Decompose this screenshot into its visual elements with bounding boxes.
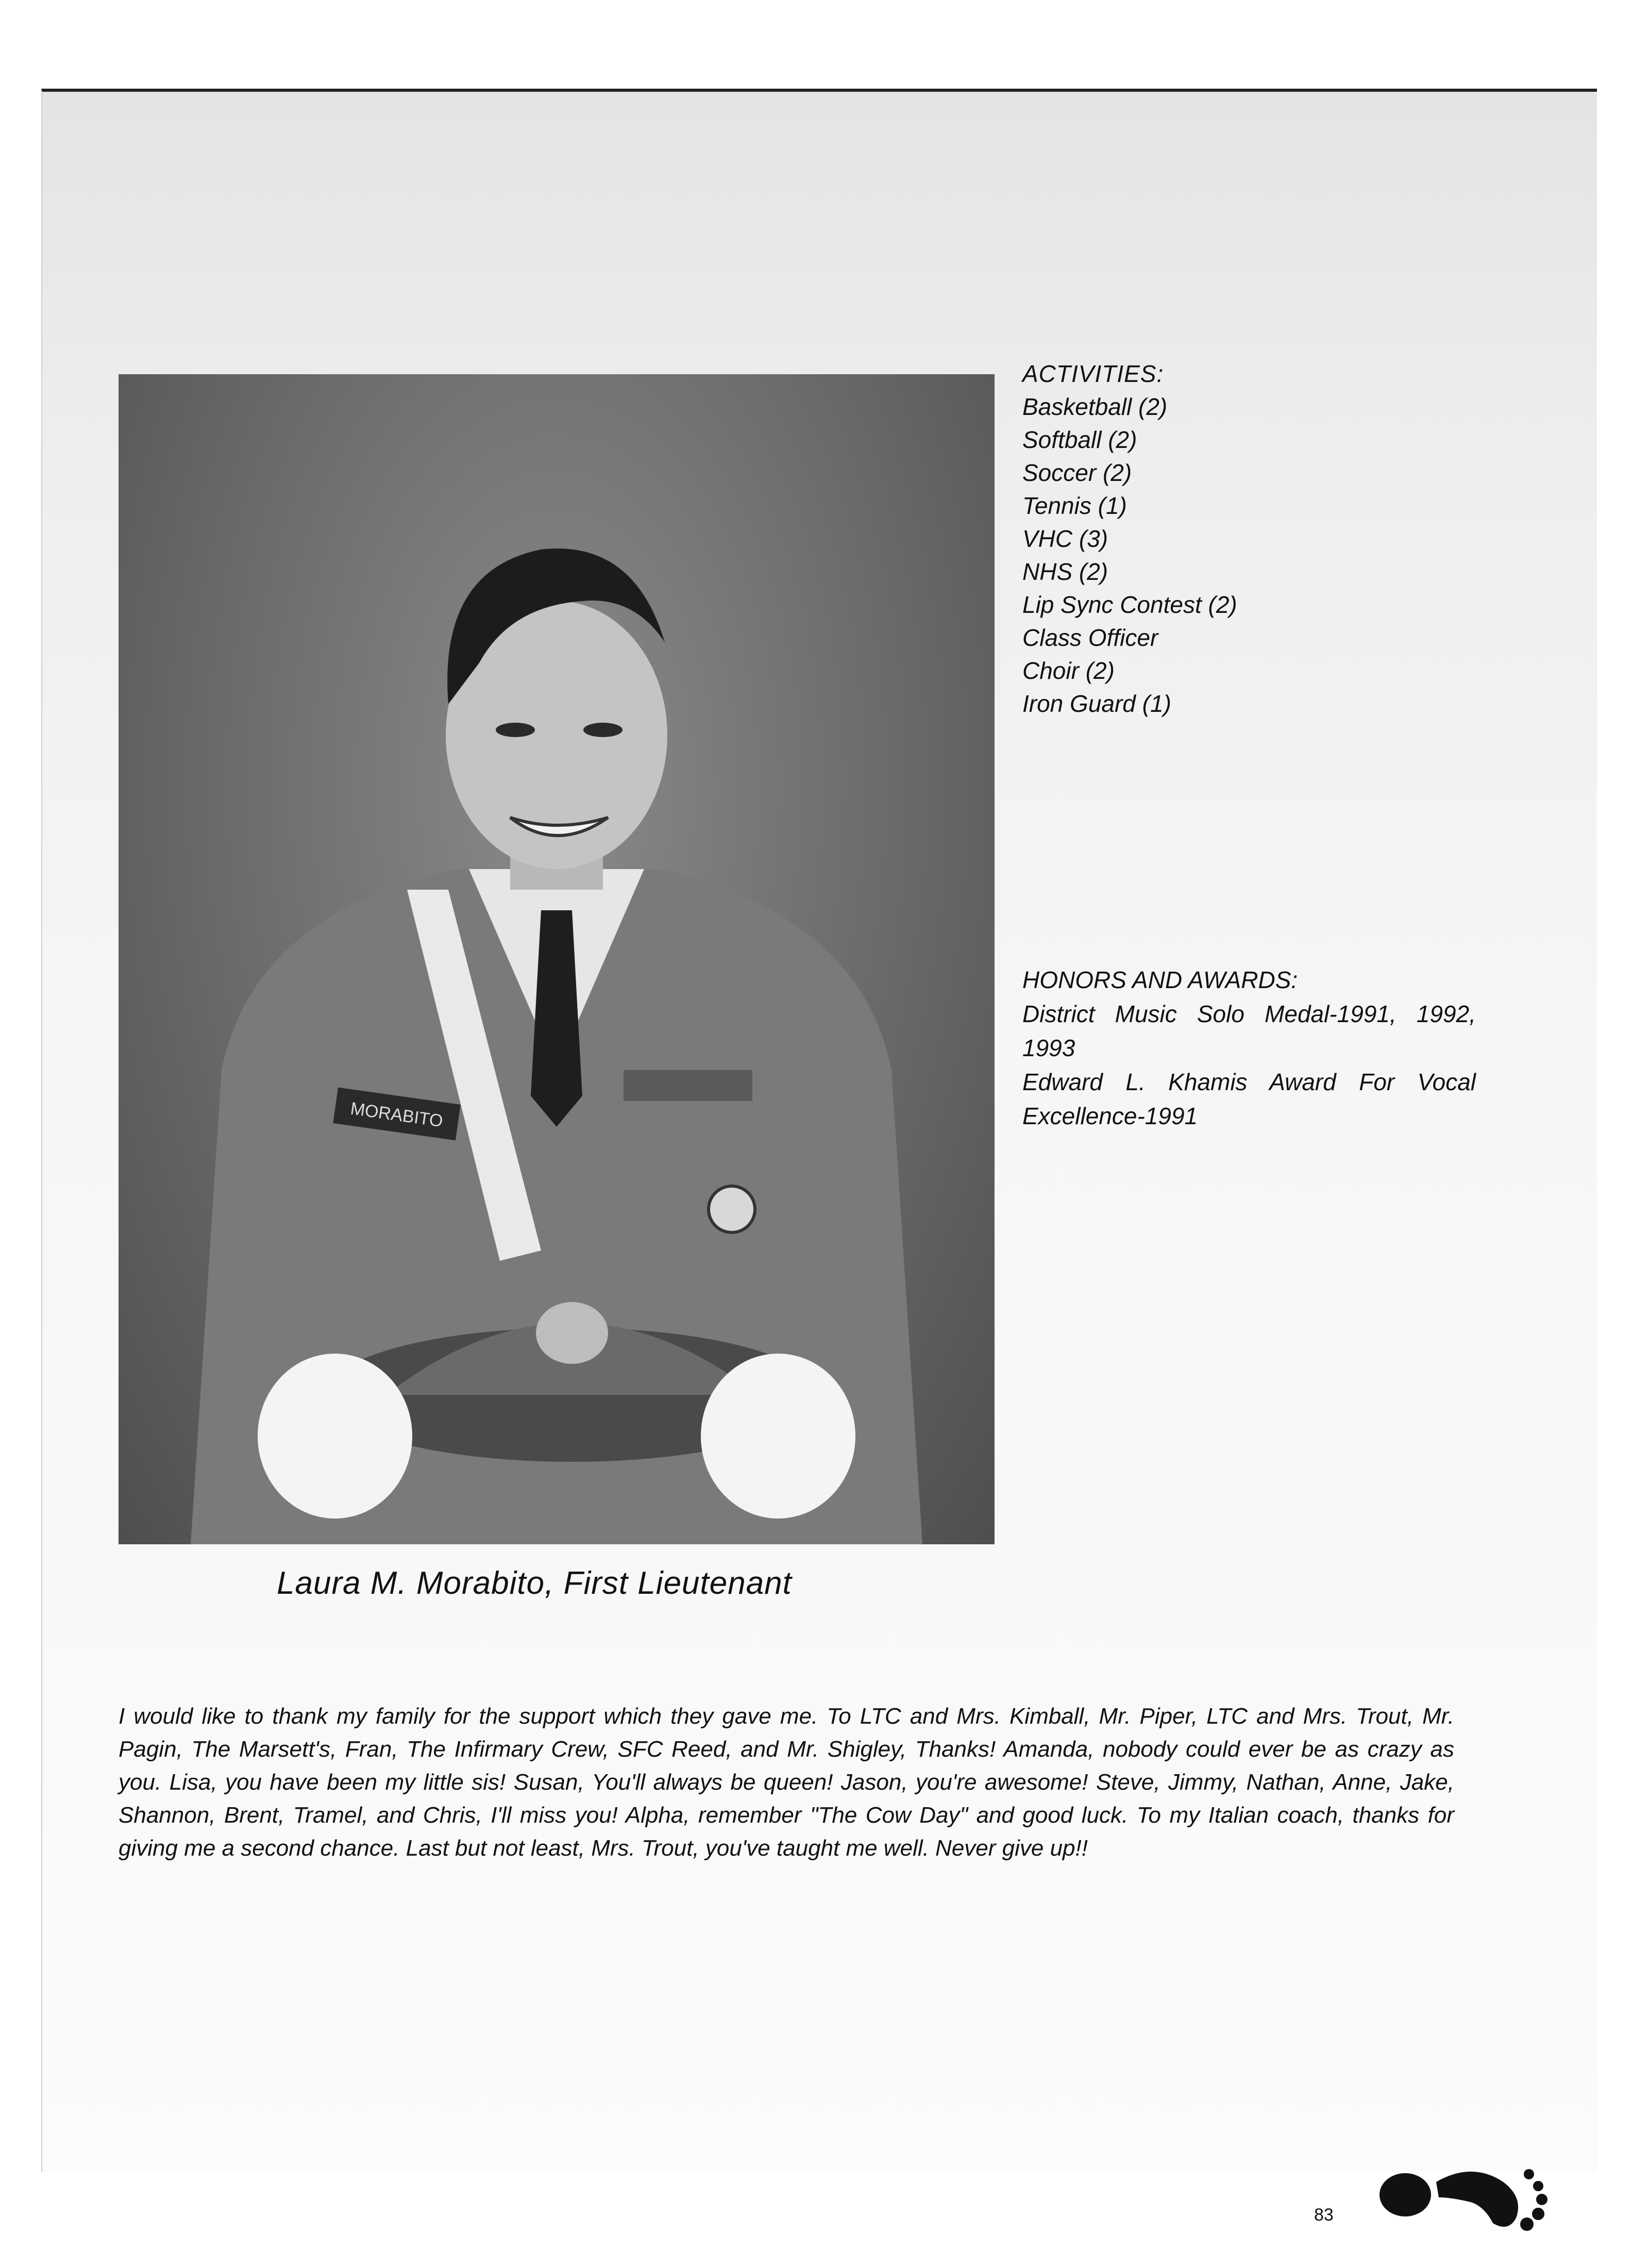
activity-item: VHC (3) xyxy=(1022,525,1108,552)
activity-item: Lip Sync Contest (2) xyxy=(1022,591,1237,618)
photo-caption: Laura M. Morabito, First Lieutenant xyxy=(277,1565,792,1601)
activities-list xyxy=(1022,390,1486,720)
portrait-photo xyxy=(119,374,995,1544)
honors-heading: HONORS AND AWARDS: xyxy=(1022,966,1298,993)
activity-item: Basketball (2) xyxy=(1022,393,1168,420)
yearbook-page xyxy=(41,89,1597,2225)
activity-item: Iron Guard (1) xyxy=(1022,690,1171,717)
activity-item: Choir (2) xyxy=(1022,657,1115,684)
honors-section xyxy=(1022,963,1476,1133)
activities-heading: ACTIVITIES: xyxy=(1022,360,1164,387)
medal xyxy=(709,1186,755,1232)
activity-item: Soccer (2) xyxy=(1022,459,1132,486)
cap-insignia xyxy=(536,1302,608,1364)
activity-item: NHS (2) xyxy=(1022,558,1108,585)
right-eye xyxy=(583,723,622,737)
honor-item: District Music Solo Medal-1991, 1992, 1993 xyxy=(1022,1000,1476,1061)
activity-item: Tennis (1) xyxy=(1022,492,1127,519)
footprint-icon xyxy=(1374,2146,1560,2233)
activities-section xyxy=(1022,357,1486,720)
portrait-illustration xyxy=(119,374,995,1544)
page-number: 83 xyxy=(1314,2205,1334,2225)
honors-list xyxy=(1022,997,1476,1133)
ribbon-rack xyxy=(624,1070,752,1101)
name-tag-text: MORABITO xyxy=(349,1098,444,1131)
senior-message: I would like to thank my family for the support which they gave me. To LTC and Mrs. Kimball, Mr. Piper, LTC and Mrs. Trout, Mr. Pagin, The Marsett's, Fran, The Infirmary Crew, SFC Reed, and Mr. Shigley, Thanks! Amanda, nobody could ever be as crazy as you. Lisa, you have been my little sis! Susan, You'll always be queen! Jason, you're awesome! Steve, Jimmy, Nathan, Anne, Jake, Shannon, Brent, Tramel, and Chris, I'll miss you! Alpha, remember "The Cow Day" and good luck. To my Italian coach, thanks for giving me a second chance. Last but not least, Mrs. Trout, you've taught me well. Never give up!! xyxy=(119,1704,1454,1861)
left-glove xyxy=(258,1354,412,1519)
left-eye xyxy=(496,723,535,737)
activity-item: Softball (2) xyxy=(1022,426,1137,453)
activity-item: Class Officer xyxy=(1022,624,1158,651)
right-glove xyxy=(701,1354,855,1519)
honor-item: Edward L. Khamis Award For Vocal Excellence-1991 xyxy=(1022,1069,1476,1129)
